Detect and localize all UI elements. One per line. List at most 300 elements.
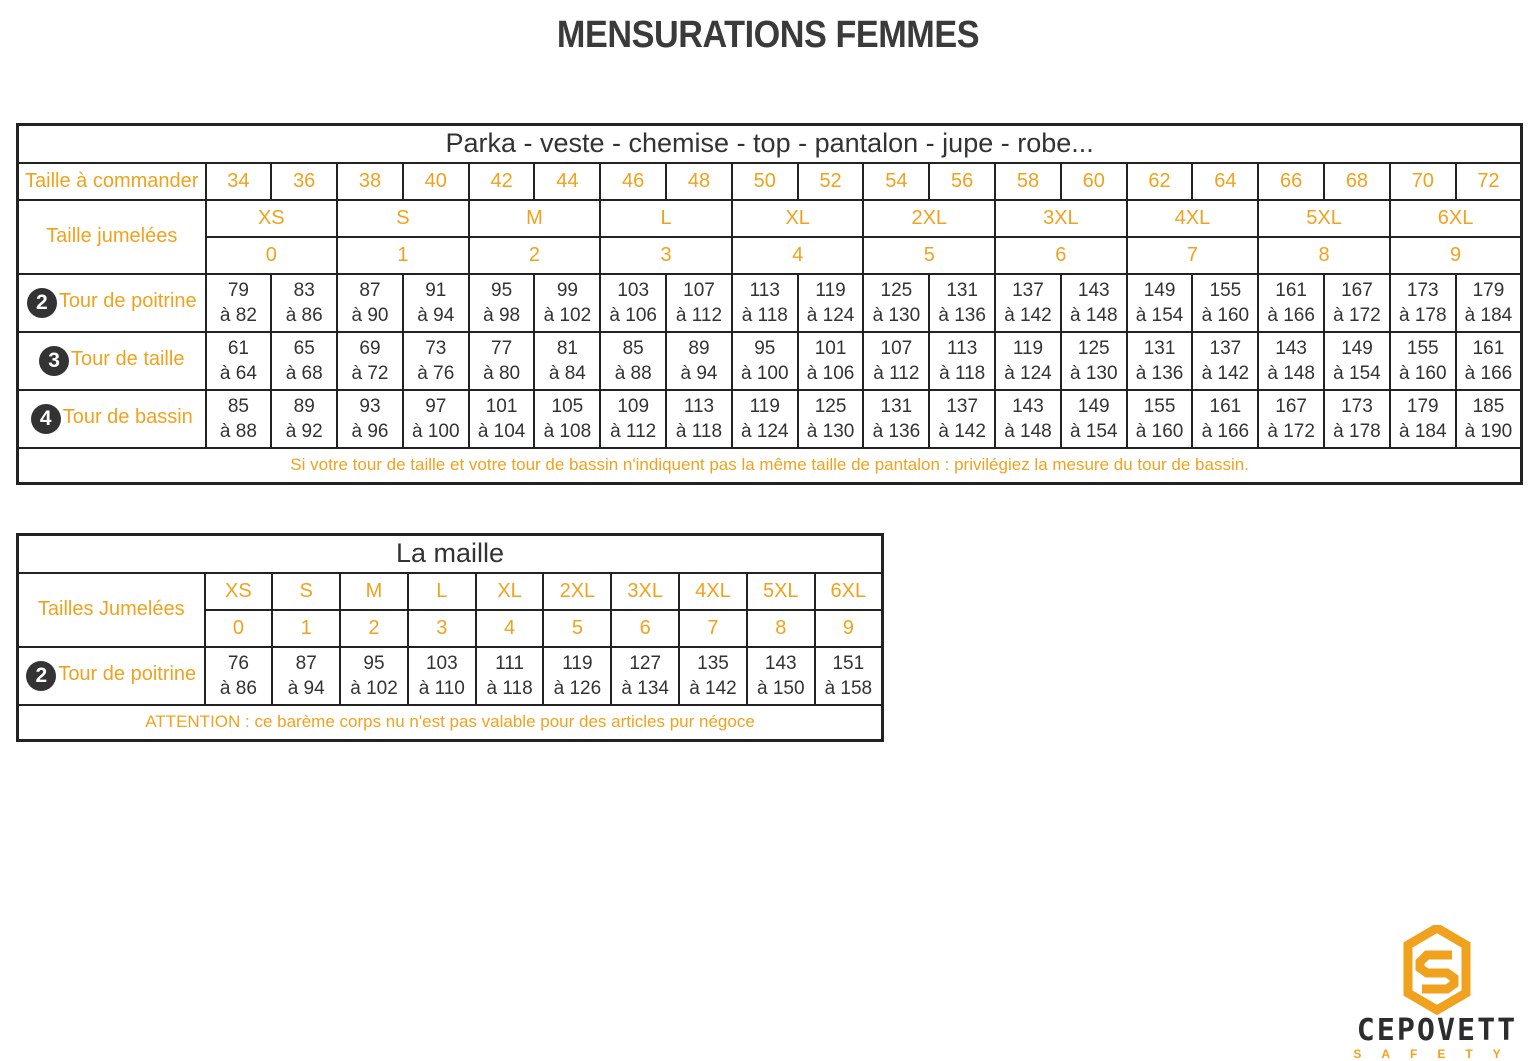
range-min: 103 xyxy=(617,279,650,301)
order-size-cell: 52 xyxy=(798,163,864,200)
measurement-value-cell xyxy=(1456,332,1522,390)
number-size-cell: 5 xyxy=(543,610,611,647)
number-size-cell: 9 xyxy=(1390,237,1522,274)
order-size-cell: 64 xyxy=(1192,163,1258,200)
letter-size-cell: XS xyxy=(206,200,338,237)
range-min: 149 xyxy=(1077,395,1110,417)
step-number-badge: 2 xyxy=(27,288,57,318)
measurement-row xyxy=(18,647,883,705)
number-size-cell: 8 xyxy=(1258,237,1390,274)
range-min: 119 xyxy=(1012,337,1044,359)
measurement-value-cell xyxy=(403,332,469,390)
measurement-value-cell xyxy=(600,274,666,332)
range-max: à 150 xyxy=(757,677,805,699)
measurement-value-cell xyxy=(798,390,864,448)
letter-size-cell: M xyxy=(469,200,601,237)
measurement-value-cell xyxy=(995,390,1061,448)
measurement-value-cell xyxy=(863,332,929,390)
range-max: à 154 xyxy=(1069,420,1118,442)
table-caption: La maille xyxy=(18,535,883,573)
range-max: à 96 xyxy=(351,420,389,442)
number-size-cell: 1 xyxy=(272,610,340,647)
range-min: 95 xyxy=(754,337,776,359)
measurement-row xyxy=(18,332,1522,390)
measurement-value-cell xyxy=(534,390,600,448)
measurement-label: Tour de poitrine xyxy=(58,289,197,312)
range-max: à 184 xyxy=(1464,304,1513,326)
range-max: à 110 xyxy=(418,677,465,699)
measurement-value-cell xyxy=(1192,390,1258,448)
measurement-value-cell xyxy=(732,274,798,332)
range-max: à 130 xyxy=(806,420,855,442)
letter-size-cell: XL xyxy=(476,573,544,610)
page-title: MENSURATIONS FEMMES xyxy=(556,14,980,56)
range-min: 65 xyxy=(293,337,315,359)
range-min: 103 xyxy=(425,652,458,674)
range-min: 119 xyxy=(749,395,780,417)
range-min: 93 xyxy=(359,395,381,417)
range-max: à 142 xyxy=(689,677,737,699)
table-note: Si votre tour de taille et votre tour de bassin n'indiquent pas la même taille de pantalon : privilégiez la mesure du tour de bassin. xyxy=(18,448,1522,484)
measurement-value-cell xyxy=(1456,274,1522,332)
measurement-value-cell xyxy=(600,332,666,390)
range-min: 95 xyxy=(491,279,513,301)
range-min: 131 xyxy=(880,395,913,417)
range-max: à 124 xyxy=(1004,362,1052,384)
measurement-value-cell xyxy=(1390,390,1456,448)
measurement-value-cell xyxy=(272,647,340,705)
letter-size-cell: XL xyxy=(732,200,864,237)
range-max: à 158 xyxy=(824,677,873,699)
number-size-cell: 2 xyxy=(469,237,601,274)
range-max: à 94 xyxy=(417,304,455,326)
range-min: 149 xyxy=(1143,279,1176,301)
range-max: à 90 xyxy=(351,304,389,326)
range-max: à 154 xyxy=(1333,362,1381,384)
range-max: à 160 xyxy=(1398,362,1447,384)
range-min: 77 xyxy=(491,337,513,359)
range-max: à 184 xyxy=(1398,420,1447,442)
range-min: 137 xyxy=(1012,279,1044,301)
range-min: 143 xyxy=(1077,279,1110,301)
range-min: 137 xyxy=(1209,337,1242,359)
measurement-label-cell xyxy=(18,647,205,705)
measurement-value-cell xyxy=(815,647,883,705)
measurement-value-cell xyxy=(732,332,798,390)
number-size-cell: 2 xyxy=(340,610,408,647)
range-min: 85 xyxy=(227,395,249,417)
letter-size-cell: S xyxy=(337,200,469,237)
range-max: à 142 xyxy=(1004,304,1052,326)
range-max: à 124 xyxy=(806,304,855,326)
order-size-cell: 34 xyxy=(206,163,272,200)
measurement-value-cell xyxy=(1192,274,1258,332)
range-max: à 172 xyxy=(1333,304,1381,326)
measurement-value-cell xyxy=(408,647,476,705)
range-min: 119 xyxy=(562,652,593,674)
range-max: à 100 xyxy=(412,420,460,442)
letter-size-cell: XS xyxy=(205,573,273,610)
range-max: à 166 xyxy=(1464,362,1513,384)
range-max: à 166 xyxy=(1267,304,1315,326)
range-max: à 106 xyxy=(806,362,855,384)
range-min: 173 xyxy=(1406,279,1439,301)
range-min: 101 xyxy=(485,395,518,417)
range-min: 131 xyxy=(946,279,979,301)
range-min: 161 xyxy=(1209,395,1242,417)
range-max: à 190 xyxy=(1464,420,1513,442)
range-max: à 154 xyxy=(1135,304,1184,326)
measurement-value-cell xyxy=(1127,274,1193,332)
range-max: à 94 xyxy=(287,677,325,699)
range-min: 97 xyxy=(425,395,447,417)
range-min: 173 xyxy=(1341,395,1373,417)
range-min: 155 xyxy=(1406,337,1439,359)
measurement-value-cell xyxy=(732,390,798,448)
range-max: à 178 xyxy=(1398,304,1447,326)
range-max: à 178 xyxy=(1333,420,1381,442)
measurement-label-cell xyxy=(18,390,206,448)
letter-size-cell: 4XL xyxy=(1127,200,1259,237)
range-max: à 142 xyxy=(1201,362,1250,384)
range-min: 76 xyxy=(227,652,249,674)
measurement-label: Tour de bassin xyxy=(62,405,193,428)
number-size-cell: 5 xyxy=(863,237,995,274)
range-max: à 148 xyxy=(1004,420,1052,442)
range-min: 85 xyxy=(622,337,644,359)
measurement-label: Tour de taille xyxy=(71,347,185,370)
range-min: 167 xyxy=(1341,279,1373,301)
order-size-cell: 36 xyxy=(271,163,337,200)
measurement-row xyxy=(18,390,1522,448)
number-size-cell: 8 xyxy=(747,610,815,647)
range-max: à 98 xyxy=(483,304,521,326)
measurement-value-cell xyxy=(1258,332,1324,390)
measurement-label: Tour de poitrine xyxy=(58,662,197,685)
measurement-value-cell xyxy=(929,274,995,332)
range-min: 125 xyxy=(814,395,847,417)
measurement-value-cell xyxy=(476,647,544,705)
step-number-badge: 4 xyxy=(31,404,61,434)
letter-size-cell: 2XL xyxy=(863,200,995,237)
measurement-value-cell xyxy=(995,274,1061,332)
measurement-value-cell xyxy=(206,274,272,332)
measurement-value-cell xyxy=(600,390,666,448)
number-size-cell: 1 xyxy=(337,237,469,274)
measurement-value-cell xyxy=(1127,390,1193,448)
order-size-cell: 46 xyxy=(600,163,666,200)
number-size-cell: 4 xyxy=(476,610,544,647)
order-size-cell: 58 xyxy=(995,163,1061,200)
measurement-value-cell xyxy=(1127,332,1193,390)
range-min: 135 xyxy=(697,652,729,674)
order-size-cell: 68 xyxy=(1324,163,1390,200)
measurement-value-cell xyxy=(337,390,403,448)
measurement-value-cell xyxy=(863,274,929,332)
range-max: à 68 xyxy=(285,362,323,384)
range-min: 125 xyxy=(880,279,913,301)
logo-subtitle: SAFETY xyxy=(1353,1047,1521,1061)
step-number-badge: 3 xyxy=(39,346,69,376)
letter-size-cell: 6XL xyxy=(1390,200,1522,237)
range-min: 107 xyxy=(683,279,715,301)
measurement-value-cell xyxy=(1456,390,1522,448)
number-size-cell: 4 xyxy=(732,237,864,274)
range-min: 149 xyxy=(1341,337,1373,359)
letter-size-cell: 3XL xyxy=(611,573,679,610)
order-size-cell: 50 xyxy=(732,163,798,200)
range-max: à 94 xyxy=(680,362,718,384)
letter-size-cell: L xyxy=(600,200,732,237)
range-max: à 88 xyxy=(614,362,652,384)
measurement-value-cell xyxy=(679,647,747,705)
letter-size-cell: 2XL xyxy=(543,573,611,610)
measurement-value-cell xyxy=(666,274,732,332)
range-max: à 86 xyxy=(219,677,257,699)
range-min: 91 xyxy=(425,279,447,301)
range-min: 151 xyxy=(832,652,865,674)
range-min: 185 xyxy=(1472,395,1505,417)
letter-size-cell: 4XL xyxy=(679,573,747,610)
range-max: à 84 xyxy=(548,362,586,384)
measurement-value-cell xyxy=(929,390,995,448)
measurement-value-cell xyxy=(1061,390,1127,448)
range-min: 125 xyxy=(1077,337,1110,359)
number-size-cell: 9 xyxy=(815,610,883,647)
range-max: à 142 xyxy=(938,420,986,442)
number-size-cell: 0 xyxy=(206,237,338,274)
range-max: à 124 xyxy=(741,420,789,442)
letter-size-cell: 5XL xyxy=(747,573,815,610)
range-max: à 160 xyxy=(1201,304,1250,326)
range-min: 143 xyxy=(764,652,797,674)
range-max: à 130 xyxy=(1069,362,1118,384)
range-min: 69 xyxy=(359,337,381,359)
range-max: à 134 xyxy=(621,677,669,699)
order-size-cell: 40 xyxy=(403,163,469,200)
number-size-cell: 0 xyxy=(205,610,273,647)
range-max: à 86 xyxy=(285,304,323,326)
number-size-cell: 6 xyxy=(995,237,1127,274)
range-max: à 130 xyxy=(872,304,921,326)
range-max: à 118 xyxy=(675,420,723,442)
range-min: 131 xyxy=(1143,337,1176,359)
step-number-badge: 2 xyxy=(26,661,56,691)
range-max: à 148 xyxy=(1267,362,1315,384)
letter-size-cell: 3XL xyxy=(995,200,1127,237)
measurement-value-cell xyxy=(469,332,535,390)
order-size-cell: 62 xyxy=(1127,163,1193,200)
range-min: 61 xyxy=(227,337,249,359)
measurement-value-cell xyxy=(747,647,815,705)
range-min: 111 xyxy=(495,652,525,674)
measurement-row xyxy=(18,274,1522,332)
measurement-value-cell xyxy=(403,390,469,448)
measurement-value-cell xyxy=(798,274,864,332)
range-min: 107 xyxy=(880,337,913,359)
order-size-cell: 70 xyxy=(1390,163,1456,200)
measurement-value-cell xyxy=(1061,332,1127,390)
number-size-cell: 7 xyxy=(679,610,747,647)
number-size-cell: 3 xyxy=(408,610,476,647)
range-max: à 92 xyxy=(285,420,323,442)
range-min: 167 xyxy=(1275,395,1307,417)
letter-size-cell: M xyxy=(340,573,408,610)
measurement-value-cell xyxy=(1390,274,1456,332)
range-max: à 112 xyxy=(610,420,657,442)
range-min: 113 xyxy=(749,279,780,301)
range-min: 101 xyxy=(814,337,847,359)
order-size-cell: 66 xyxy=(1258,163,1324,200)
measurement-value-cell xyxy=(1324,390,1390,448)
order-size-cell: 56 xyxy=(929,163,995,200)
measurement-value-cell xyxy=(863,390,929,448)
order-size-cell: 42 xyxy=(469,163,535,200)
measurement-value-cell xyxy=(205,647,273,705)
table-note: ATTENTION : ce barème corps nu n'est pas valable pour des articles pur négoce xyxy=(18,705,883,741)
range-min: 83 xyxy=(293,279,315,301)
range-max: à 118 xyxy=(939,362,986,384)
twin-size-label: Taille jumelées xyxy=(18,200,206,274)
range-min: 81 xyxy=(556,337,578,359)
range-max: à 112 xyxy=(675,304,723,326)
range-min: 143 xyxy=(1275,337,1307,359)
measurement-value-cell xyxy=(534,274,600,332)
range-min: 127 xyxy=(629,652,662,674)
letter-size-cell: S xyxy=(272,573,340,610)
order-size-cell: 38 xyxy=(337,163,403,200)
measurement-value-cell xyxy=(1061,274,1127,332)
range-min: 113 xyxy=(947,337,978,359)
number-size-cell: 7 xyxy=(1127,237,1259,274)
range-max: à 148 xyxy=(1069,304,1118,326)
measurement-label-cell xyxy=(18,274,206,332)
measurement-value-cell xyxy=(271,274,337,332)
range-max: à 102 xyxy=(543,304,592,326)
measurement-value-cell xyxy=(666,332,732,390)
range-max: à 88 xyxy=(219,420,257,442)
measurement-value-cell xyxy=(337,274,403,332)
range-min: 95 xyxy=(363,652,385,674)
range-max: à 136 xyxy=(872,420,921,442)
number-size-cell: 3 xyxy=(600,237,732,274)
range-max: à 82 xyxy=(219,304,257,326)
measurement-value-cell xyxy=(1192,332,1258,390)
range-min: 155 xyxy=(1209,279,1242,301)
range-min: 119 xyxy=(815,279,846,301)
range-max: à 172 xyxy=(1267,420,1315,442)
range-max: à 136 xyxy=(938,304,986,326)
range-min: 161 xyxy=(1275,279,1307,301)
measurement-value-cell xyxy=(1324,332,1390,390)
range-max: à 166 xyxy=(1201,420,1250,442)
range-min: 79 xyxy=(227,279,249,301)
range-min: 89 xyxy=(688,337,710,359)
measurement-value-cell xyxy=(469,274,535,332)
order-size-cell: 48 xyxy=(666,163,732,200)
range-min: 161 xyxy=(1472,337,1505,359)
measurement-value-cell xyxy=(534,332,600,390)
order-size-label: Taille à commander xyxy=(18,163,206,200)
measurement-value-cell xyxy=(1324,274,1390,332)
measurement-value-cell xyxy=(206,390,272,448)
measurement-value-cell xyxy=(1258,390,1324,448)
measurement-value-cell xyxy=(995,332,1061,390)
letter-size-cell: 5XL xyxy=(1258,200,1390,237)
range-max: à 106 xyxy=(609,304,657,326)
range-min: 137 xyxy=(946,395,979,417)
measurement-value-cell xyxy=(337,332,403,390)
range-min: 105 xyxy=(551,395,584,417)
measurement-value-cell xyxy=(666,390,732,448)
logo-wordmark: CEPOVETT xyxy=(1356,1013,1518,1048)
measurement-value-cell xyxy=(543,647,611,705)
order-size-cell: 44 xyxy=(534,163,600,200)
range-min: 179 xyxy=(1472,279,1505,301)
range-min: 87 xyxy=(295,652,317,674)
letter-size-cell: L xyxy=(408,573,476,610)
range-max: à 160 xyxy=(1135,420,1184,442)
measurement-value-cell xyxy=(403,274,469,332)
range-min: 109 xyxy=(617,395,650,417)
cepovett-s-hexagon-logo-icon xyxy=(1352,925,1522,1015)
range-max: à 112 xyxy=(873,362,920,384)
range-min: 113 xyxy=(683,395,715,417)
range-max: à 104 xyxy=(477,420,526,442)
range-min: 89 xyxy=(293,395,315,417)
range-max: à 72 xyxy=(351,362,389,384)
range-max: à 102 xyxy=(350,677,398,699)
range-min: 73 xyxy=(425,337,447,359)
range-max: à 108 xyxy=(543,420,592,442)
range-max: à 118 xyxy=(741,304,788,326)
range-min: 99 xyxy=(556,279,578,301)
size-table-main xyxy=(16,123,1523,485)
measurement-value-cell xyxy=(611,647,679,705)
range-max: à 76 xyxy=(417,362,455,384)
measurement-value-cell xyxy=(1390,332,1456,390)
range-max: à 136 xyxy=(1135,362,1184,384)
size-table-knit xyxy=(16,533,884,742)
number-size-cell: 6 xyxy=(611,610,679,647)
order-size-cell: 60 xyxy=(1061,163,1127,200)
range-min: 87 xyxy=(359,279,381,301)
order-size-cell: 72 xyxy=(1456,163,1522,200)
order-size-cell: 54 xyxy=(863,163,929,200)
table-caption: Parka - veste - chemise - top - pantalon - jupe - robe... xyxy=(18,125,1522,163)
measurement-value-cell xyxy=(469,390,535,448)
measurement-value-cell xyxy=(1258,274,1324,332)
range-max: à 80 xyxy=(483,362,521,384)
measurement-value-cell xyxy=(271,390,337,448)
measurement-value-cell xyxy=(340,647,408,705)
range-max: à 100 xyxy=(741,362,789,384)
measurement-value-cell xyxy=(206,332,272,390)
range-min: 179 xyxy=(1406,395,1439,417)
measurement-value-cell xyxy=(271,332,337,390)
measurement-label-cell xyxy=(18,332,206,390)
range-min: 143 xyxy=(1012,395,1044,417)
range-max: à 118 xyxy=(486,677,533,699)
measurement-value-cell xyxy=(929,332,995,390)
range-max: à 64 xyxy=(219,362,257,384)
cepovett-logo xyxy=(1352,925,1522,1060)
measurement-value-cell xyxy=(798,332,864,390)
twin-size-label: Tailles Jumelées xyxy=(18,573,205,647)
letter-size-cell: 6XL xyxy=(815,573,883,610)
range-min: 155 xyxy=(1143,395,1176,417)
range-max: à 126 xyxy=(553,677,602,699)
